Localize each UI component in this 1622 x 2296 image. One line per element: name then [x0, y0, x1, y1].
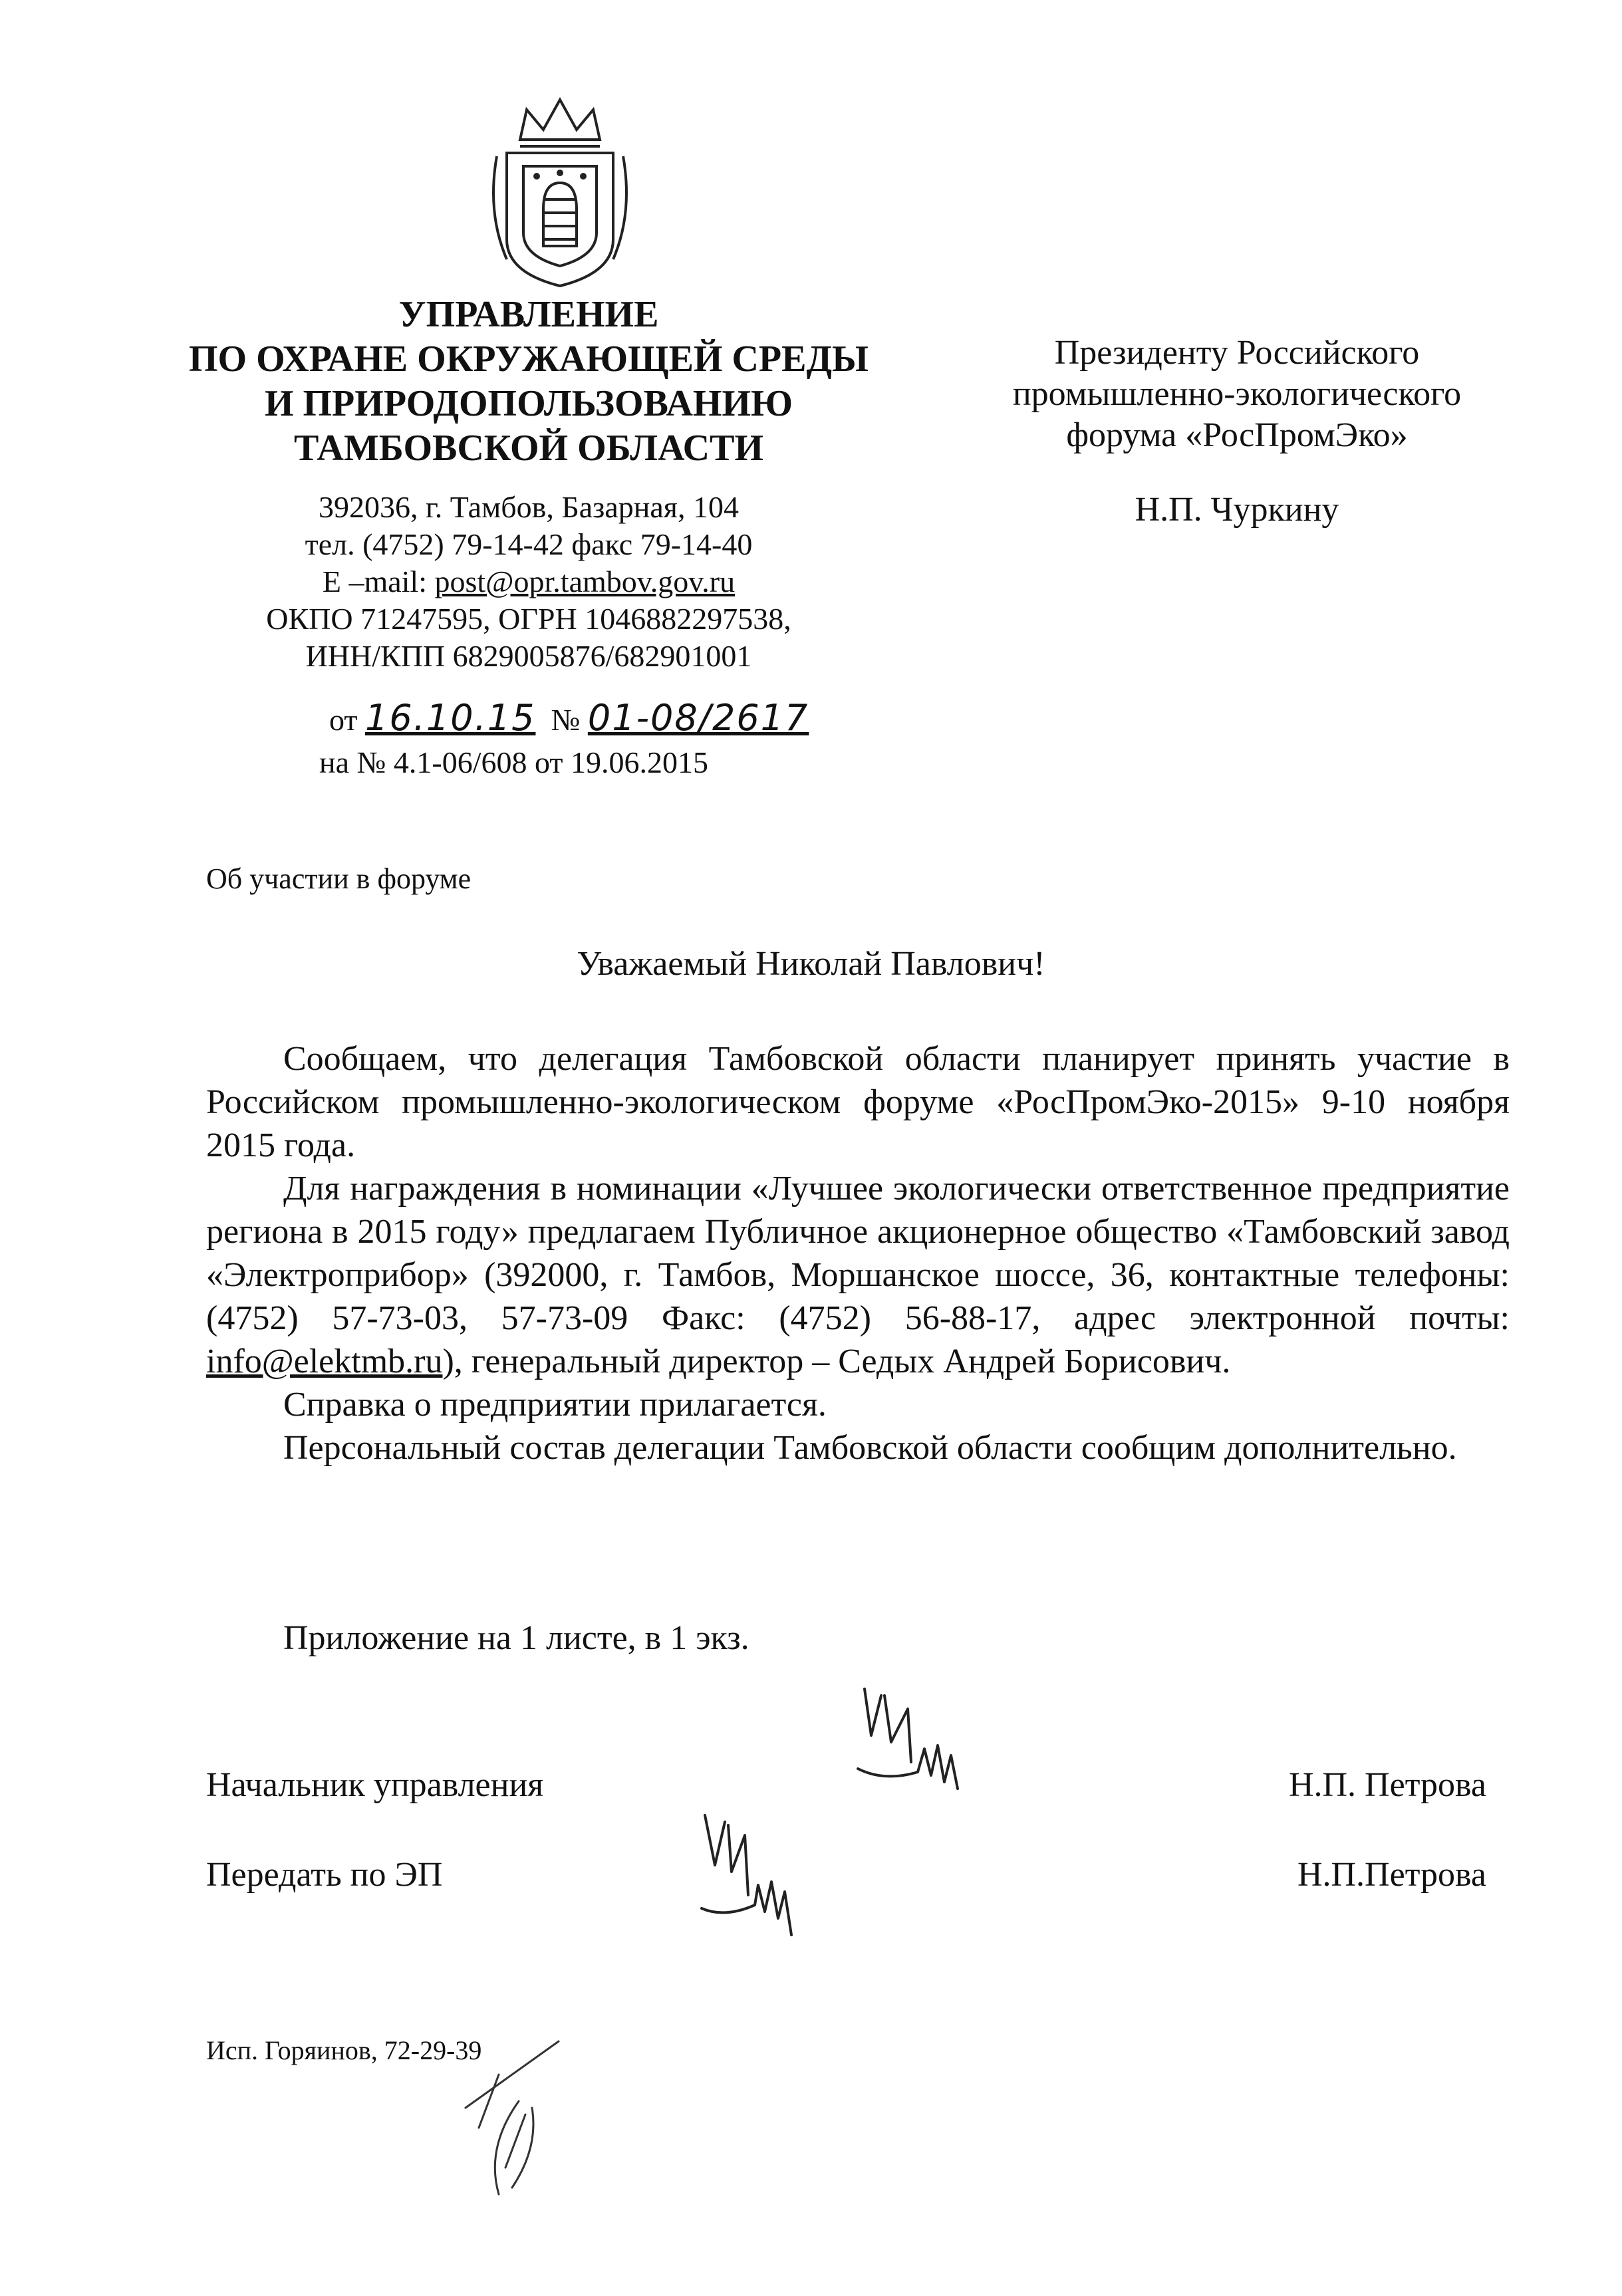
- signer-position: Начальник управления: [206, 1766, 544, 1804]
- transmit-label: Передать по ЭП: [206, 1856, 443, 1894]
- body-p2-tail: ), генеральный директор – Седых Андрей Борисович.: [442, 1342, 1231, 1380]
- incoming-reference: на № 4.1-06/608 от 19.06.2015: [319, 745, 709, 779]
- tambov-coat-of-arms-icon: [480, 93, 640, 293]
- email-label: Е –mail:: [322, 565, 427, 598]
- addressee-line-2: промышленно-экологического: [1012, 375, 1462, 413]
- handwritten-mark-icon: [459, 2035, 565, 2201]
- addressee-line-3: форума «РосПромЭко»: [1066, 416, 1408, 454]
- number-label: №: [551, 703, 581, 737]
- org-inn: ИНН/КПП 6829005876/682901001: [305, 639, 752, 673]
- outgoing-date: 16.10.15: [365, 697, 536, 739]
- attachment-note: Приложение на 1 листе, в 1 экз.: [283, 1619, 749, 1657]
- body-paragraph-1: Сообщаем, что делегация Тамбовской области планирует принять участие в Российском промышленно-экологическом форуме «РосПромЭко-2015» 9-10 ноября 2015 года.: [206, 1040, 1510, 1164]
- body-paragraph-3: Справка о предприятии прилагается.: [283, 1386, 827, 1424]
- outgoing-reference: [329, 697, 809, 739]
- outgoing-number: 01-08/2617: [587, 697, 809, 739]
- letter-subject: Об участии в форуме: [206, 862, 472, 895]
- executor-info: Исп. Горяинов, 72-29-39: [206, 2035, 482, 2065]
- addressee-name: Н.П. Чуркину: [1135, 491, 1339, 529]
- letter-body: [206, 1037, 1510, 1469]
- org-okpo: ОКПО 71247595, ОГРН 1046882297538,: [266, 602, 791, 636]
- organization-title: [166, 293, 891, 471]
- org-line-1: УПРАВЛЕНИЕ: [398, 294, 659, 335]
- signer-name: Н.П. Петрова: [1288, 1766, 1486, 1804]
- org-address: 392036, г. Тамбов, Базарная, 104: [319, 490, 739, 524]
- org-email-link[interactable]: post@opr.tambov.gov.ru: [434, 565, 736, 598]
- org-phone: тел. (4752) 79-14-42 факс 79-14-40: [305, 527, 753, 561]
- date-label: от: [329, 703, 358, 737]
- org-email-line: [219, 563, 838, 600]
- body-paragraph-4: Персональный состав делегации Тамбовской области сообщим дополнительно.: [283, 1429, 1457, 1467]
- org-line-3: И ПРИРОДОПОЛЬЗОВАНИЮ: [264, 383, 793, 424]
- org-line-4: ТАМБОВСКОЙ ОБЛАСТИ: [293, 428, 764, 469]
- addressee-block: [944, 332, 1530, 531]
- body-p2-text: Для награждения в номинации «Лучшее экологически ответственное предприятие региона в 2015 году» предлагаем Публичное акционерное общество «Тамбовский завод «Электроприбор» (392000, г. Тамбов, Моршанское шоссе, 36, контактные телефоны: (4752) 57-73-03, 57-73-09 Факс: (4752) 56-88-17, адрес электронной почты:: [206, 1170, 1510, 1337]
- company-email-link[interactable]: info@elektmb.ru: [206, 1342, 443, 1380]
- salutation: Уважаемый Николай Павлович!: [577, 945, 1045, 983]
- transmit-signer-name: Н.П.Петрова: [1297, 1856, 1486, 1894]
- addressee-line-1: Президенту Российского: [1054, 334, 1420, 372]
- org-line-2: ПО ОХРАНЕ ОКРУЖАЮЩЕЙ СРЕДЫ: [189, 338, 869, 380]
- handwritten-signature-icon: [692, 1809, 805, 1942]
- body-paragraph-2: [206, 1167, 1510, 1383]
- org-contacts: [219, 489, 838, 675]
- handwritten-signature-icon: [845, 1682, 978, 1802]
